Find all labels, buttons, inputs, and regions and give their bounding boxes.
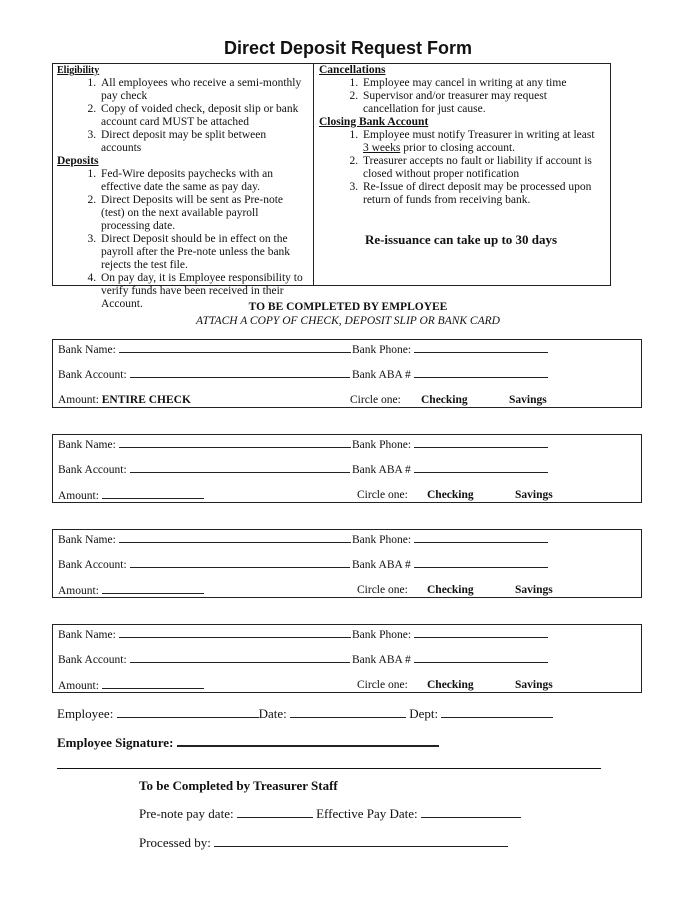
bank-account-box-3 <box>52 529 642 598</box>
checking-option[interactable]: Checking <box>427 679 474 691</box>
bank-aba-label: Bank ABA # <box>352 369 411 381</box>
effective-field[interactable] <box>421 808 521 818</box>
cancellations-heading: Cancellations <box>319 64 386 76</box>
bank-phone-label: Bank Phone: <box>352 629 412 641</box>
prenote-label: Pre-note pay date: <box>139 806 234 821</box>
bank-phone-field[interactable] <box>414 438 548 448</box>
bank-aba-field[interactable] <box>414 368 548 378</box>
processed-label: Processed by: <box>139 835 211 850</box>
list-item: 3. Re-Issue of direct deposit may be processed upon return of funds from receiving bank. <box>361 181 603 207</box>
list-item: 2. Treasurer accepts no fault or liability if account is closed without proper notification <box>361 155 603 181</box>
bank-name-field[interactable] <box>119 343 351 353</box>
circle-one-label: Circle one: <box>357 489 408 501</box>
amount-field[interactable] <box>102 584 204 594</box>
list-item: 4. On pay day, it is Employee responsibility to verify funds have been received in their Account. <box>99 272 309 311</box>
list-item: 1. Fed-Wire deposits paychecks with an effective date the same as pay day. <box>99 168 309 194</box>
employee-row <box>57 706 553 722</box>
effective-label: Effective Pay Date: <box>316 806 418 821</box>
bank-account-label: Bank Account: <box>58 369 127 381</box>
bank-name-label: Bank Name: <box>58 439 116 451</box>
employee-section-heading: TO BE COMPLETED BY EMPLOYEE <box>248 301 448 313</box>
prenote-field[interactable] <box>237 808 313 818</box>
closing-item-text: Employee must notify Treasurer in writing at least <box>363 129 595 141</box>
bank-aba-label: Bank ABA # <box>352 464 411 476</box>
signature-label: Employee Signature: <box>57 735 174 750</box>
list-item: 1. Employee may cancel in writing at any time <box>361 77 603 90</box>
dept-field[interactable] <box>441 708 553 718</box>
amount-label: Amount: <box>58 394 99 406</box>
prenote-row <box>139 806 521 822</box>
savings-option[interactable]: Savings <box>509 394 547 406</box>
list-item: 2. Copy of voided check, deposit slip or bank account card MUST be attached <box>99 103 309 129</box>
list-item <box>361 129 603 155</box>
list-item: 2. Supervisor and/or treasurer may request cancellation for just cause. <box>361 90 603 116</box>
savings-option[interactable]: Savings <box>515 679 553 691</box>
form-title: Direct Deposit Request Form <box>223 38 473 58</box>
circle-one-label: Circle one: <box>357 584 408 596</box>
closing-item-text: prior to closing account. <box>400 142 516 154</box>
circle-one-label: Circle one: <box>357 679 408 691</box>
deposits-list <box>57 168 309 311</box>
checking-option[interactable]: Checking <box>427 584 474 596</box>
dept-label: Dept: <box>409 706 439 721</box>
bank-account-field[interactable] <box>130 368 350 378</box>
circle-one-label: Circle one: <box>350 394 401 406</box>
bank-name-field[interactable] <box>119 628 351 638</box>
three-weeks-text: 3 weeks <box>363 142 401 154</box>
employee-label: Employee: <box>57 706 114 721</box>
bank-phone-label: Bank Phone: <box>352 344 412 356</box>
cancellations-list <box>319 77 603 116</box>
bank-name-label: Bank Name: <box>58 344 116 356</box>
amount-label: Amount: <box>58 680 99 692</box>
bank-name-label: Bank Name: <box>58 534 116 546</box>
bank-account-label: Bank Account: <box>58 559 127 571</box>
closing-list <box>319 129 603 207</box>
bank-aba-field[interactable] <box>414 558 548 568</box>
bank-account-box-2 <box>52 434 642 503</box>
bank-aba-field[interactable] <box>414 463 548 473</box>
reissue-note: Re-issuance can take up to 30 days <box>364 232 558 247</box>
bank-account-label: Bank Account: <box>58 464 127 476</box>
employee-section-subheading: ATTACH A COPY OF CHECK, DEPOSIT SLIP OR BANK CARD <box>196 315 500 327</box>
checking-option[interactable]: Checking <box>427 489 474 501</box>
bank-phone-field[interactable] <box>414 343 548 353</box>
savings-option[interactable]: Savings <box>515 489 553 501</box>
eligibility-heading: Eligibility <box>57 65 100 76</box>
policy-right-column <box>319 64 603 246</box>
amount-label: Amount: <box>58 490 99 502</box>
checking-option[interactable]: Checking <box>421 394 468 406</box>
bank-account-box-1 <box>52 339 642 408</box>
amount-field[interactable] <box>102 679 204 689</box>
bank-account-box-4 <box>52 624 642 693</box>
bank-aba-label: Bank ABA # <box>352 559 411 571</box>
column-divider <box>313 64 314 285</box>
list-item: 1. All employees who receive a semi-monthly pay check <box>99 77 309 103</box>
closing-heading: Closing Bank Account <box>319 116 429 128</box>
list-item: 2. Direct Deposits will be sent as Pre-note (test) on the next available payroll processing date. <box>99 194 309 233</box>
processed-field[interactable] <box>214 837 508 847</box>
policy-left-column <box>57 64 309 311</box>
bank-phone-label: Bank Phone: <box>352 534 412 546</box>
bank-phone-field[interactable] <box>414 628 548 638</box>
list-item: 3. Direct deposit may be split between accounts <box>99 129 309 155</box>
bank-name-label: Bank Name: <box>58 629 116 641</box>
bank-aba-field[interactable] <box>414 653 548 663</box>
eligibility-list <box>57 77 309 155</box>
bank-aba-label: Bank ABA # <box>352 654 411 666</box>
bank-phone-label: Bank Phone: <box>352 439 412 451</box>
date-label: Date: <box>258 706 287 721</box>
bank-account-field[interactable] <box>130 653 350 663</box>
bank-name-field[interactable] <box>119 438 351 448</box>
deposits-heading: Deposits <box>57 155 99 167</box>
amount-label: Amount: <box>58 585 99 597</box>
processed-row <box>139 835 508 851</box>
treasurer-heading: To be Completed by Treasurer Staff <box>139 778 338 793</box>
bank-name-field[interactable] <box>119 533 351 543</box>
bank-account-field[interactable] <box>130 558 350 568</box>
amount-field[interactable] <box>102 489 204 499</box>
date-field[interactable] <box>290 708 406 718</box>
list-item: 3. Direct Deposit should be in effect on the payroll after the Pre-note unless the bank rejects the test file. <box>99 233 309 272</box>
employee-field[interactable] <box>117 708 259 718</box>
signature-field[interactable] <box>177 736 439 747</box>
bank-account-field[interactable] <box>130 463 350 473</box>
section-divider <box>57 768 601 769</box>
savings-option[interactable]: Savings <box>515 584 553 596</box>
amount-value: ENTIRE CHECK <box>101 394 191 406</box>
bank-phone-field[interactable] <box>414 533 548 543</box>
bank-account-label: Bank Account: <box>58 654 127 666</box>
signature-row <box>57 735 439 751</box>
